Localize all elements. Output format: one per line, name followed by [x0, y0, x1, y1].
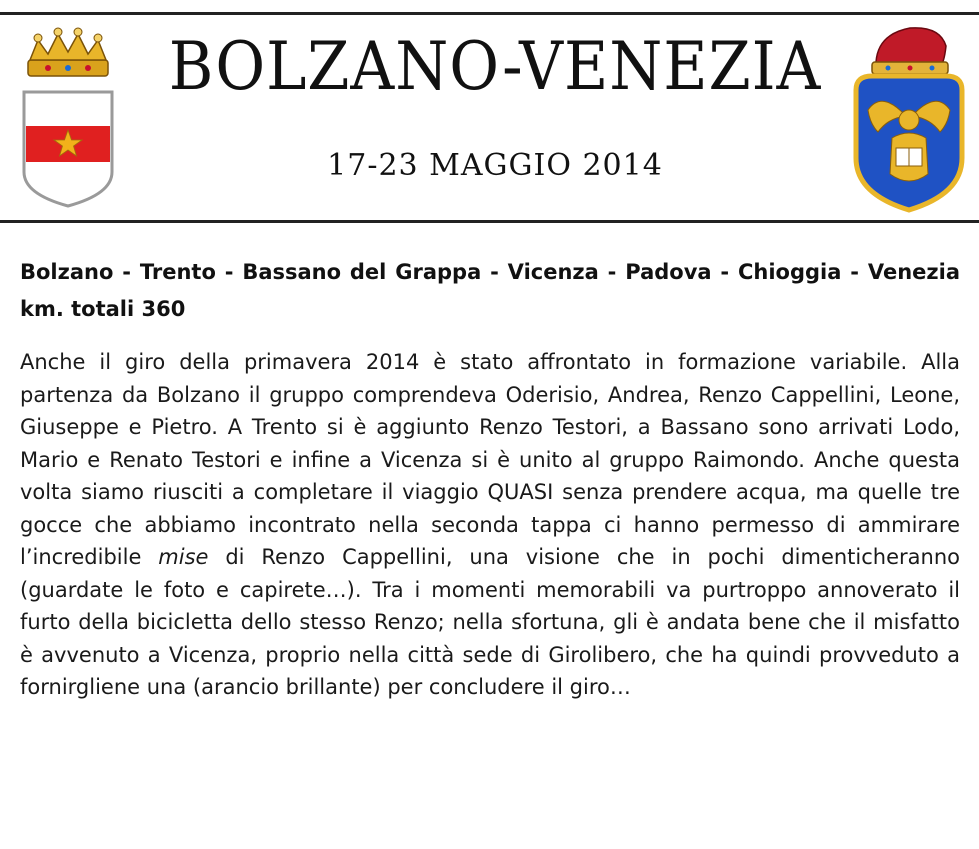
article-italic-word: mise	[158, 545, 209, 569]
venezia-coat-of-arms-icon	[848, 20, 970, 216]
top-rule	[0, 12, 979, 15]
ducal-horn-icon	[872, 28, 948, 74]
article-paragraph	[20, 346, 960, 704]
bottom-rule	[0, 220, 979, 223]
crown-icon	[28, 28, 108, 76]
article-text-part1: Anche il giro della primavera 2014 è stato affrontato in formazione variabile. Alla partenza da Bolzano il gruppo comprendeva Oderisio, Andrea, Renzo Cappellini, Leone, Giuseppe e Pietro. A Trento si è aggiunto Renzo Testori, a Bassano sono arrivati Lodo, Mario e Renato Testori e infine a Vicenza si è unito al gruppo Raimondo. Anche questa volta siamo riusciti a completare il viaggio QUASI senza prendere acqua, ma quelle tre gocce che abbiamo incontrato nella seconda tappa ci hanno permesso di ammirare l’incredibile	[20, 350, 960, 569]
article-text-part2: di Renzo Cappellini, una visione che in pochi dimenticheranno (guardate le foto e capirete…). Tra i momenti memorabili va purtroppo annoverato il furto della bicicletta dello stesso Renzo; nella sfortuna, gli è andata bene che il misfatto è avvenuto a Vicenza, proprio nella città sede di Girolibero, che ha quindi provveduto a fornirgliene una (arancio brillante) per concludere il giro…	[20, 545, 960, 699]
header-banner	[0, 0, 979, 230]
bolzano-coat-of-arms-icon	[18, 22, 118, 212]
route-heading: Bolzano - Trento - Bassano del Grappa - Vicenza - Padova - Chioggia - Venezia km. totali 360	[20, 260, 960, 321]
banner-dates: 17-23 MAGGIO 2014	[327, 148, 663, 183]
banner-title: BOLZANO-VENEZIA	[168, 28, 822, 105]
